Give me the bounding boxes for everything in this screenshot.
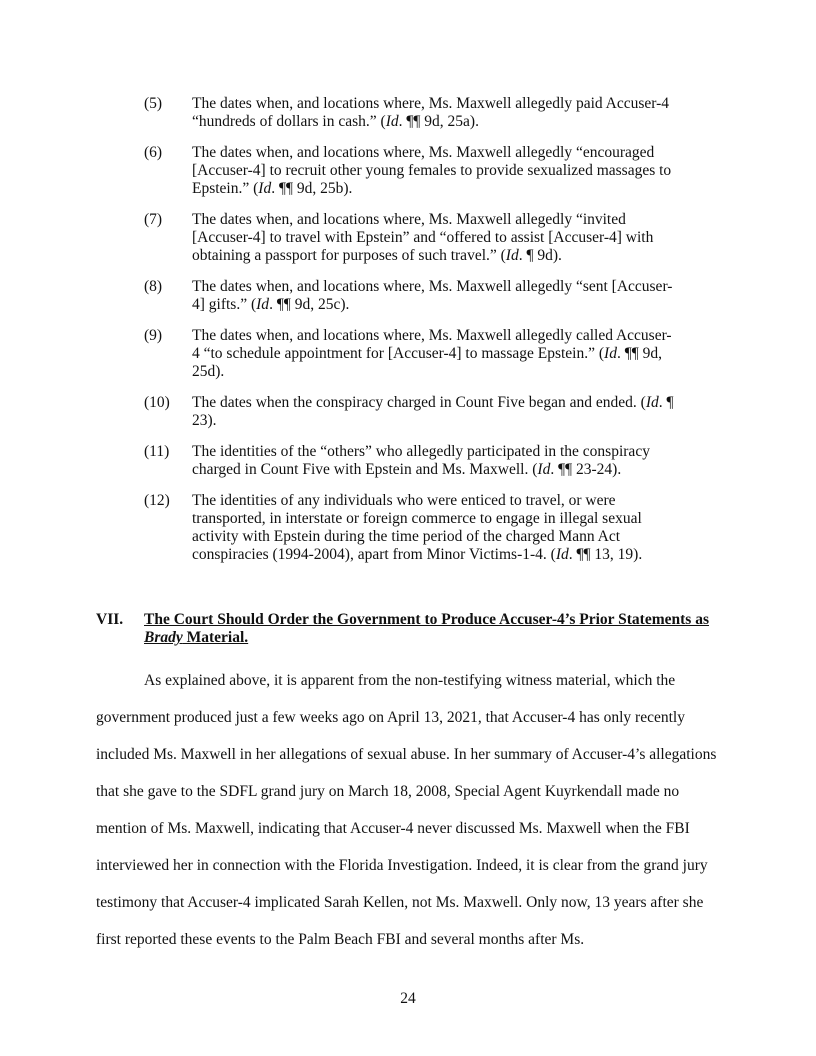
id-citation: Id [505, 247, 519, 264]
item-text: The identities of any individuals who were enticed to travel, or were transported, in interstate or foreign commerce to engage in illegal sexual activity with Epstein during the time period of the charged Mann Act conspiracies (1994-2004), apart from Minor Victims-1-4. (Id. ¶¶ 13, 19). [192, 492, 643, 563]
list-item [144, 95, 674, 131]
list-item [144, 211, 674, 265]
item-number: (8) [144, 278, 163, 295]
item-text: The dates when, and locations where, Ms. Maxwell allegedly called Accuser-4 “to schedule appointment for [Accuser-4] to massage Epstein.” (Id. ¶¶ 9d, 25d). [192, 327, 672, 380]
item-text: The identities of the “others” who allegedly participated in the conspiracy charged in Count Five with Epstein and Ms. Maxwell. (Id. ¶¶ 23-24). [192, 443, 650, 478]
list-item [144, 492, 674, 564]
body-paragraph-text: As explained above, it is apparent from the non-testifying witness material, which the government produced just a few weeks ago on April 13, 2021, that Accuser-4 has only recently included Ms. Maxwell in her allegations of sexual abuse. In her summary of Accuser-4’s allegations that she gave to the SDFL grand jury on March 18, 2008, Special Agent Kuyrkendall made no mention of Ms. Maxwell, indicating that Accuser-4 never discussed Ms. Maxwell when the FBI interviewed her in connection with the Florida Investigation. Indeed, it is clear from the grand jury testimony that Accuser-4 implicated Sarah Kellen, not Ms. Maxwell. Only now, 13 years after she first reported these events to the Palm Beach FBI and several months after Ms. [96, 672, 717, 948]
item-number: (6) [144, 144, 163, 161]
id-citation: Id [258, 180, 272, 197]
item-number: (9) [144, 327, 163, 344]
item-number: (7) [144, 211, 163, 228]
id-citation: Id [604, 345, 617, 362]
item-number: (11) [144, 443, 170, 460]
id-citation: Id [385, 113, 399, 130]
list-item [144, 394, 674, 430]
list-item [144, 443, 674, 479]
id-citation: Id [555, 546, 569, 563]
item-text: The dates when the conspiracy charged in Count Five began and ended. (Id. ¶ 23). [192, 394, 674, 429]
id-citation: Id [645, 394, 659, 411]
item-number: (5) [144, 95, 163, 112]
item-text: The dates when, and locations where, Ms. Maxwell allegedly “encouraged [Accuser-4] to recruit other young females to provide sexualized massages to Epstein.” (Id. ¶¶ 9d, 25b). [192, 144, 672, 197]
id-citation: Id [537, 461, 551, 478]
item-number: (12) [144, 492, 170, 509]
section-number: VII. [96, 611, 124, 628]
item-text: The dates when, and locations where, Ms. Maxwell allegedly “sent [Accuser-4] gifts.” (Id. ¶¶ 9d, 25c). [192, 278, 673, 313]
item-text: The dates when, and locations where, Ms. Maxwell allegedly “invited [Accuser-4] to travel with Epstein” and “offered to assist [Accuser-4] with obtaining a passport for purposes of such travel.” (Id. ¶ 9d). [192, 211, 654, 264]
item-number: (10) [144, 394, 170, 411]
section-title-emphasis: Brady [144, 629, 183, 646]
page-number: 24 [400, 990, 416, 1007]
list-item [144, 278, 674, 314]
body-paragraph [96, 662, 721, 958]
request-list [144, 95, 674, 577]
section-title: The Court Should Order the Government to Produce Accuser-4’s Prior Statements as Brady Material. [144, 611, 709, 646]
item-text: The dates when, and locations where, Ms. Maxwell allegedly paid Accuser-4 “hundreds of dollars in cash.” (Id. ¶¶ 9d, 25a). [192, 95, 670, 130]
id-citation: Id [256, 296, 270, 313]
list-item [144, 144, 674, 198]
section-heading [96, 611, 721, 647]
list-item [144, 327, 674, 381]
